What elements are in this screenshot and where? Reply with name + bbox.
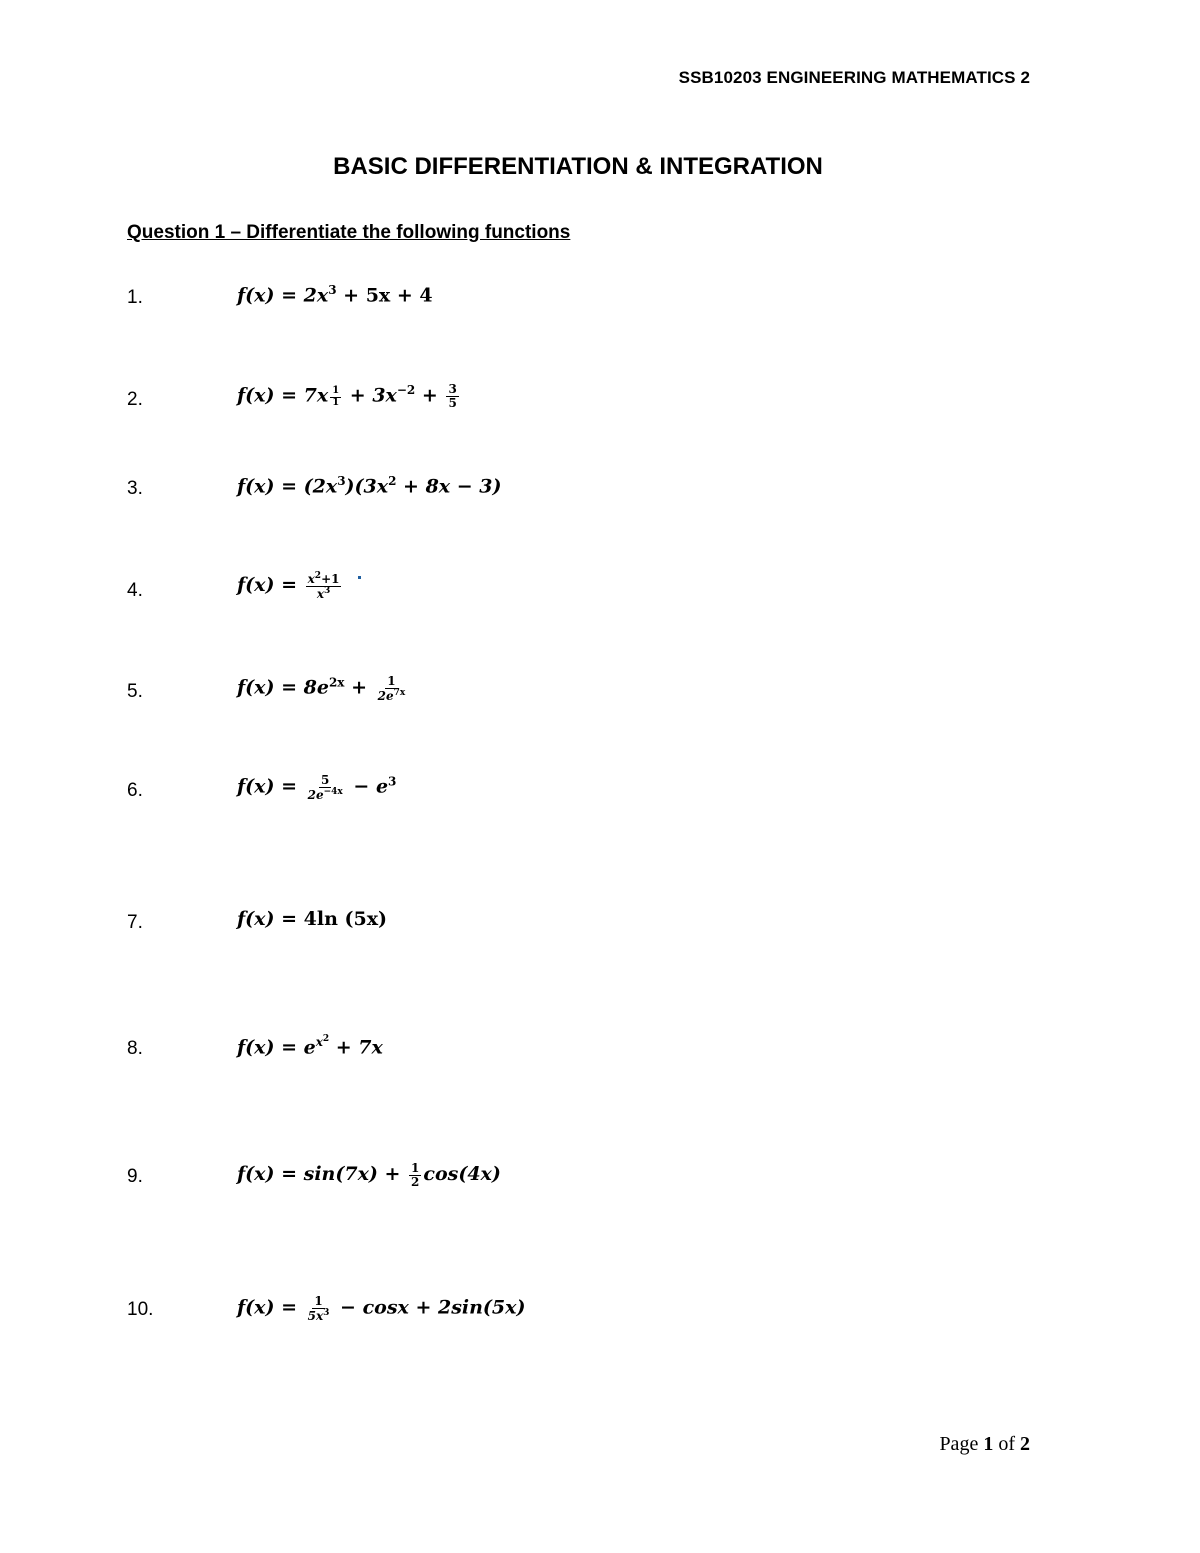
formula <box>237 1162 501 1188</box>
formula-exponent: −4x <box>323 786 343 797</box>
formula-exponent <box>316 1035 329 1049</box>
item-number: 7. <box>127 912 143 933</box>
cursor-marker <box>358 576 361 579</box>
formula-lhs: f(x) = <box>237 676 298 699</box>
question-item-4 <box>0 570 1200 630</box>
question-item-1 <box>0 283 1200 343</box>
formula-part: + 8x − 3) <box>396 475 502 498</box>
question-item-6 <box>0 772 1200 832</box>
formula-lhs: f(x) = <box>237 908 298 930</box>
formula-part: x <box>316 586 324 601</box>
item-number: 4. <box>127 580 143 601</box>
formula-part: 4ln (5x) <box>303 908 388 930</box>
formula-lhs: f(x) = <box>237 1296 298 1319</box>
question-item-2 <box>0 381 1200 441</box>
formula-lhs: f(x) = <box>237 384 298 407</box>
formula-exponent: 2 <box>322 1034 330 1044</box>
fraction-numerator: 1 <box>387 674 396 688</box>
fraction-numerator: 3 <box>448 382 457 397</box>
formula <box>237 1034 383 1058</box>
fraction-denominator: 1 <box>332 396 340 408</box>
fraction-numerator: 1 <box>314 1294 323 1308</box>
fraction-numerator <box>306 572 342 587</box>
fraction-denominator: 2 <box>411 1174 420 1189</box>
item-number: 3. <box>127 478 143 499</box>
page-title-text: BASIC DIFFERENTIATION & INTEGRATION <box>333 153 823 180</box>
formula-part: + <box>415 384 445 407</box>
formula-part: − cosx + 2sin(5x) <box>333 1296 526 1319</box>
formula <box>237 383 461 409</box>
fraction-numerator: 1 <box>332 385 340 397</box>
fraction <box>306 1295 332 1322</box>
formula-lhs: f(x) = <box>237 574 298 597</box>
formula-part: x <box>307 572 315 586</box>
formula <box>237 1295 525 1322</box>
formula <box>237 908 387 930</box>
formula <box>237 774 396 801</box>
formula-exponent: 3 <box>337 474 346 488</box>
formula-lhs: f(x) = <box>237 1036 298 1059</box>
formula-part: + 3x <box>343 384 397 407</box>
formula-part: (2x <box>303 475 338 498</box>
question-item-7 <box>0 908 1200 968</box>
formula-part: 7x <box>303 384 329 407</box>
formula-part: +1 <box>321 572 340 586</box>
item-number: 6. <box>127 780 143 801</box>
formula-part: cos(4x) <box>423 1163 501 1186</box>
formula-part: x <box>315 1035 323 1049</box>
question-item-3 <box>0 474 1200 534</box>
fraction-numerator: 1 <box>411 1161 420 1175</box>
question-item-10 <box>0 1293 1200 1353</box>
formula-exponent: 3 <box>328 283 337 297</box>
fraction <box>306 572 342 600</box>
formula-part: 5x <box>307 1308 324 1323</box>
fraction-denominator <box>315 587 332 601</box>
formula-part: e <box>303 1036 316 1059</box>
formula <box>237 675 409 702</box>
fraction-denominator <box>306 788 345 802</box>
formula-part: )(3x <box>345 475 389 498</box>
formula-lhs: f(x) = <box>237 1163 298 1186</box>
formula <box>237 283 433 306</box>
page-footer <box>939 1433 1030 1456</box>
page-title <box>0 153 1200 181</box>
item-number: 1. <box>127 287 143 308</box>
fraction-denominator <box>376 689 408 703</box>
formula-part: 8e <box>303 676 329 699</box>
formula-lhs: f(x) = <box>237 475 298 498</box>
formula-lhs: f(x) = <box>237 775 298 798</box>
fraction-denominator <box>306 1309 332 1323</box>
formula-exponent: 3 <box>323 1307 330 1318</box>
item-number: 10. <box>127 1299 154 1320</box>
footer-page-current: 1 <box>983 1433 994 1455</box>
item-number: 2. <box>127 389 143 410</box>
formula-part: + 5x + 4 <box>336 284 433 307</box>
formula-part: 2e <box>307 787 324 802</box>
formula-part: sin(7x) + <box>303 1163 408 1186</box>
fraction-denominator: 5 <box>448 395 457 410</box>
formula-exponent: 2x <box>328 675 345 690</box>
formula-part: + <box>344 676 374 699</box>
formula-exponent: 2 <box>388 474 397 488</box>
item-number: 8. <box>127 1038 143 1059</box>
question-item-9 <box>0 1160 1200 1220</box>
formula-exponent: −2 <box>396 383 416 397</box>
footer-page-total: 2 <box>1020 1433 1030 1455</box>
formula-part: 2e <box>377 688 394 703</box>
question-heading: Question 1 – Differentiate the following functions <box>127 222 571 243</box>
fraction-numerator: 5 <box>321 773 330 787</box>
fraction <box>409 1162 421 1188</box>
item-number: 9. <box>127 1166 143 1187</box>
fraction <box>446 383 458 409</box>
fraction <box>306 774 345 801</box>
course-header: SSB10203 ENGINEERING MATHEMATICS 2 <box>678 68 1030 87</box>
item-number: 5. <box>127 681 143 702</box>
exponent-fraction <box>330 386 341 408</box>
footer-page-word: Page <box>939 1433 979 1455</box>
formula-exponent: 3 <box>388 774 397 789</box>
fraction <box>376 675 408 702</box>
formula-exponent: 3 <box>324 585 331 596</box>
formula-lhs: f(x) = <box>237 284 298 307</box>
formula <box>237 474 502 497</box>
formula-part: + 7x <box>329 1036 383 1059</box>
footer-of-word: of <box>998 1433 1015 1455</box>
formula-part: − e <box>346 775 389 798</box>
formula-exponent: 7x <box>393 687 406 698</box>
question-item-8 <box>0 1034 1200 1094</box>
formula <box>237 572 361 600</box>
formula-part: 2x <box>303 284 329 307</box>
question-item-5 <box>0 673 1200 733</box>
formula-exponent: 2 <box>314 571 322 581</box>
